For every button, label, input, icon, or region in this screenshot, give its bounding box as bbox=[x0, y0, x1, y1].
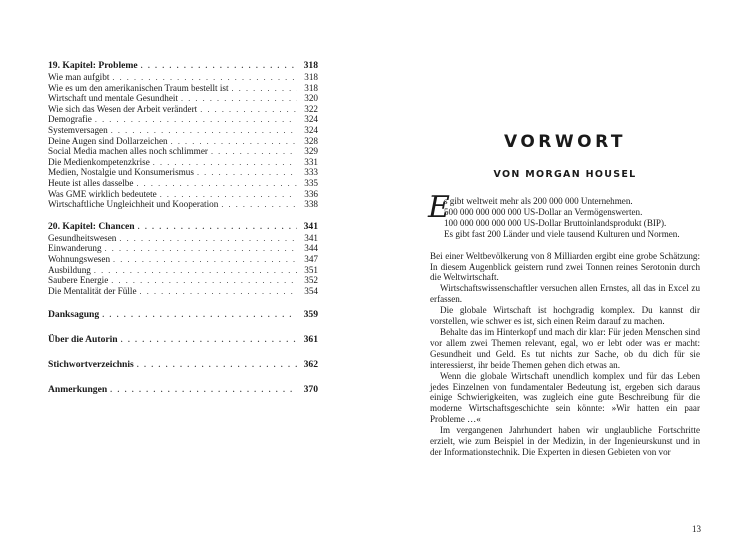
toc-entry-page: 351 bbox=[304, 264, 318, 275]
toc-entry-page: 341 bbox=[303, 220, 318, 232]
toc-entry[interactable] bbox=[48, 157, 318, 168]
toc-leader-dots bbox=[136, 179, 297, 190]
toc-entry-page: 352 bbox=[304, 275, 318, 286]
toc-entry[interactable] bbox=[48, 146, 318, 157]
toc-chapter-20[interactable] bbox=[48, 221, 318, 233]
toc-entry-title: Über die Autorin bbox=[48, 334, 118, 346]
toc-entry-title: Systemversagen bbox=[48, 124, 108, 135]
toc-leader-dots bbox=[140, 287, 297, 298]
toc-entry[interactable] bbox=[48, 199, 318, 210]
toc-entry[interactable] bbox=[48, 178, 318, 189]
toc-entry[interactable] bbox=[48, 275, 318, 286]
toc-entry-page: 320 bbox=[304, 93, 318, 104]
paragraph-gap bbox=[430, 240, 700, 251]
foreword-title: VORWORT bbox=[503, 132, 627, 152]
toc-entry-title: Gesundheitswesen bbox=[48, 232, 117, 243]
foreword-body bbox=[428, 190, 700, 458]
toc-leader-dots bbox=[232, 84, 297, 95]
paragraph: Die globale Wirtschaft ist hochgradig komplex. Du kannst dir vorstellen, wie schwer es ist, sich einen Reim darauf zu machen. bbox=[430, 305, 700, 327]
opening-line: Es gibt fast 200 Länder und viele tausend Kulturen und Normen. bbox=[444, 228, 680, 239]
toc-entry-page: 338 bbox=[304, 199, 318, 210]
toc-entry-title: Ausbildung bbox=[48, 264, 91, 275]
toc-entry-page: 318 bbox=[303, 60, 318, 71]
toc-entry-page: 324 bbox=[304, 114, 318, 125]
toc-leader-dots bbox=[200, 105, 297, 116]
toc-entry-page: 354 bbox=[304, 285, 318, 296]
toc-entry-title: 20. Kapitel: Chancen bbox=[48, 220, 135, 232]
toc-entry[interactable] bbox=[48, 104, 318, 115]
toc-leader-dots bbox=[102, 309, 297, 321]
toc-entry-title: Saubere Energie bbox=[48, 275, 109, 286]
foreword-subtitle: VON MORGAN HOUSEL bbox=[493, 169, 637, 180]
toc-entry[interactable] bbox=[48, 167, 318, 178]
toc-entry-page: 341 bbox=[304, 232, 318, 243]
toc-leader-dots bbox=[113, 255, 297, 266]
toc-leader-dots bbox=[121, 334, 297, 346]
toc-leader-dots bbox=[181, 94, 297, 105]
toc-entry[interactable] bbox=[48, 233, 318, 244]
toc-leader-dots bbox=[221, 200, 297, 211]
opening-line: s gibt weltweit mehr als 200 000 000 Unternehmen. bbox=[444, 196, 633, 206]
toc-entry-title: Demografie bbox=[48, 114, 92, 125]
paragraph: Im vergangenen Jahrhundert haben wir unglaubliche Fortschritte erzielt, wie zum Beispiel in der Medizin, in der Ingenieurskunst und in der Informationstechnik. Die Experten in diesen Gebieten von vor bbox=[430, 425, 700, 457]
toc-entry-page: 331 bbox=[304, 156, 318, 167]
toc-entry-title: Social Media machen alles noch schlimmer bbox=[48, 146, 208, 157]
toc-entry-title: 19. Kapitel: Probleme bbox=[48, 60, 138, 71]
toc-leader-dots bbox=[94, 266, 297, 277]
toc-entry[interactable] bbox=[48, 265, 318, 276]
toc-entry-title: Anmerkungen bbox=[48, 384, 108, 396]
toc-entry-title: Was GME wirklich bedeutete bbox=[48, 188, 157, 199]
toc-leader-dots bbox=[138, 221, 297, 233]
toc-entry-page: 347 bbox=[304, 253, 318, 264]
toc-chapter-19[interactable] bbox=[48, 60, 318, 72]
toc-leader-dots bbox=[141, 60, 297, 72]
toc-entry[interactable] bbox=[48, 286, 318, 297]
paragraph: Bei einer Weltbevölkerung von 8 Milliarden ergibt eine grobe Schätzung: In diesem Augenblick geistern rund zwei Tonnen reines Serotonin durch die Weltwirtschaft. bbox=[430, 250, 700, 283]
toc-entry-title: Wohnungswesen bbox=[48, 253, 111, 264]
toc-section-acknowledgements[interactable] bbox=[48, 309, 318, 321]
toc-entry-title: Stichwortverzeichnis bbox=[48, 359, 134, 371]
toc-entry-page: 335 bbox=[304, 177, 318, 188]
toc-entry-page: 370 bbox=[303, 384, 318, 396]
toc-leader-dots bbox=[111, 276, 297, 287]
toc-entry-title: Wie es um den amerikanischen Traum bestellt ist bbox=[48, 82, 229, 93]
toc-leader-dots bbox=[119, 234, 297, 245]
toc-leader-dots bbox=[197, 168, 297, 179]
toc-section-notes[interactable] bbox=[48, 384, 318, 396]
toc-entry[interactable] bbox=[48, 83, 318, 94]
page-number: 13 bbox=[692, 524, 701, 534]
toc-leader-dots bbox=[105, 244, 297, 255]
toc-leader-dots bbox=[137, 359, 297, 371]
opening-line: 500 000 000 000 000 US-Dollar an Vermögenswerten. bbox=[444, 206, 643, 217]
toc-section-about-author[interactable] bbox=[48, 334, 318, 346]
toc-entry[interactable] bbox=[48, 254, 318, 265]
toc-entry-title: Wie sich das Wesen der Arbeit verändert bbox=[48, 103, 198, 114]
toc-leader-dots bbox=[211, 147, 297, 158]
toc-entry-page: 318 bbox=[304, 82, 318, 93]
toc-entry-title: Wie man aufgibt bbox=[48, 72, 110, 82]
toc-entry-page: 344 bbox=[304, 243, 318, 254]
toc-entry-title: Wirtschaftliche Ungleichheit und Kooperation bbox=[48, 199, 219, 210]
toc-entry-title: Heute ist alles dasselbe bbox=[48, 177, 134, 188]
toc-entry[interactable] bbox=[48, 114, 318, 125]
toc-entry-title: Danksagung bbox=[48, 309, 100, 321]
toc-entry-title: Die Mentalität der Fülle bbox=[48, 285, 137, 296]
toc-entry-title: Medien, Nostalgie und Konsumerismus bbox=[48, 167, 194, 178]
toc-entry-title: Wirtschaft und mentale Gesundheit bbox=[48, 93, 179, 104]
toc-entry-page: 336 bbox=[304, 188, 318, 199]
toc-entry[interactable] bbox=[48, 72, 318, 83]
toc-leader-dots bbox=[110, 384, 297, 396]
toc-entry-title: Die Medienkompetenzkrise bbox=[48, 156, 150, 167]
toc-entry[interactable] bbox=[48, 93, 318, 104]
table-of-contents bbox=[48, 60, 318, 396]
toc-entry-page: 324 bbox=[304, 124, 318, 135]
toc-entry-page: 333 bbox=[304, 167, 318, 178]
toc-entry[interactable] bbox=[48, 189, 318, 200]
toc-entry-page: 359 bbox=[303, 309, 318, 321]
toc-entry-title: Einwanderung bbox=[48, 243, 102, 254]
paragraph: Wenn die globale Wirtschaft unendlich komplex und für das Leben jedes Einzelnen von fundamentaler Bedeutung ist, ergeben sich daraus einige Schwierigkeiten, was zugleich eine gute Beschreibung für die moderne Wirtschaftsgeschichte sein könnte: »Wir hatten ein paar Probleme …« bbox=[430, 370, 700, 425]
opening-block bbox=[428, 190, 700, 240]
drop-cap: E bbox=[428, 190, 450, 225]
toc-entry[interactable] bbox=[48, 243, 318, 254]
opening-line: 100 000 000 000 000 US-Dollar Bruttoinlandsprodukt (BIP). bbox=[444, 217, 667, 228]
toc-entry[interactable] bbox=[48, 136, 318, 147]
toc-section-index[interactable] bbox=[48, 359, 318, 371]
paragraph: Wirtschaftswissenschaftler versuchen allen Ernstes, all das in Excel zu erfassen. bbox=[430, 283, 700, 305]
toc-entry-page: 318 bbox=[304, 72, 318, 82]
toc-entry[interactable] bbox=[48, 125, 318, 136]
toc-leader-dots bbox=[95, 115, 297, 126]
toc-entry-title: Deine Augen sind Dollarzeichen bbox=[48, 135, 168, 146]
toc-entry-page: 329 bbox=[304, 146, 318, 157]
toc-entry-page: 362 bbox=[303, 359, 318, 371]
toc-entry-page: 328 bbox=[304, 135, 318, 146]
toc-entry-page: 361 bbox=[303, 334, 318, 346]
paragraph: Behalte das im Hinterkopf und mach dir klar: Für jeden Menschen sind vor allem zwei Themen relevant, egal, wo er lebt oder was er macht: Gesundheit und Geld. Es tut nichts zur Sache, ob du dich für sie interessierst, ihr beide Themen gehen dich etwas an. bbox=[430, 326, 700, 370]
toc-entry-page: 322 bbox=[304, 103, 318, 114]
